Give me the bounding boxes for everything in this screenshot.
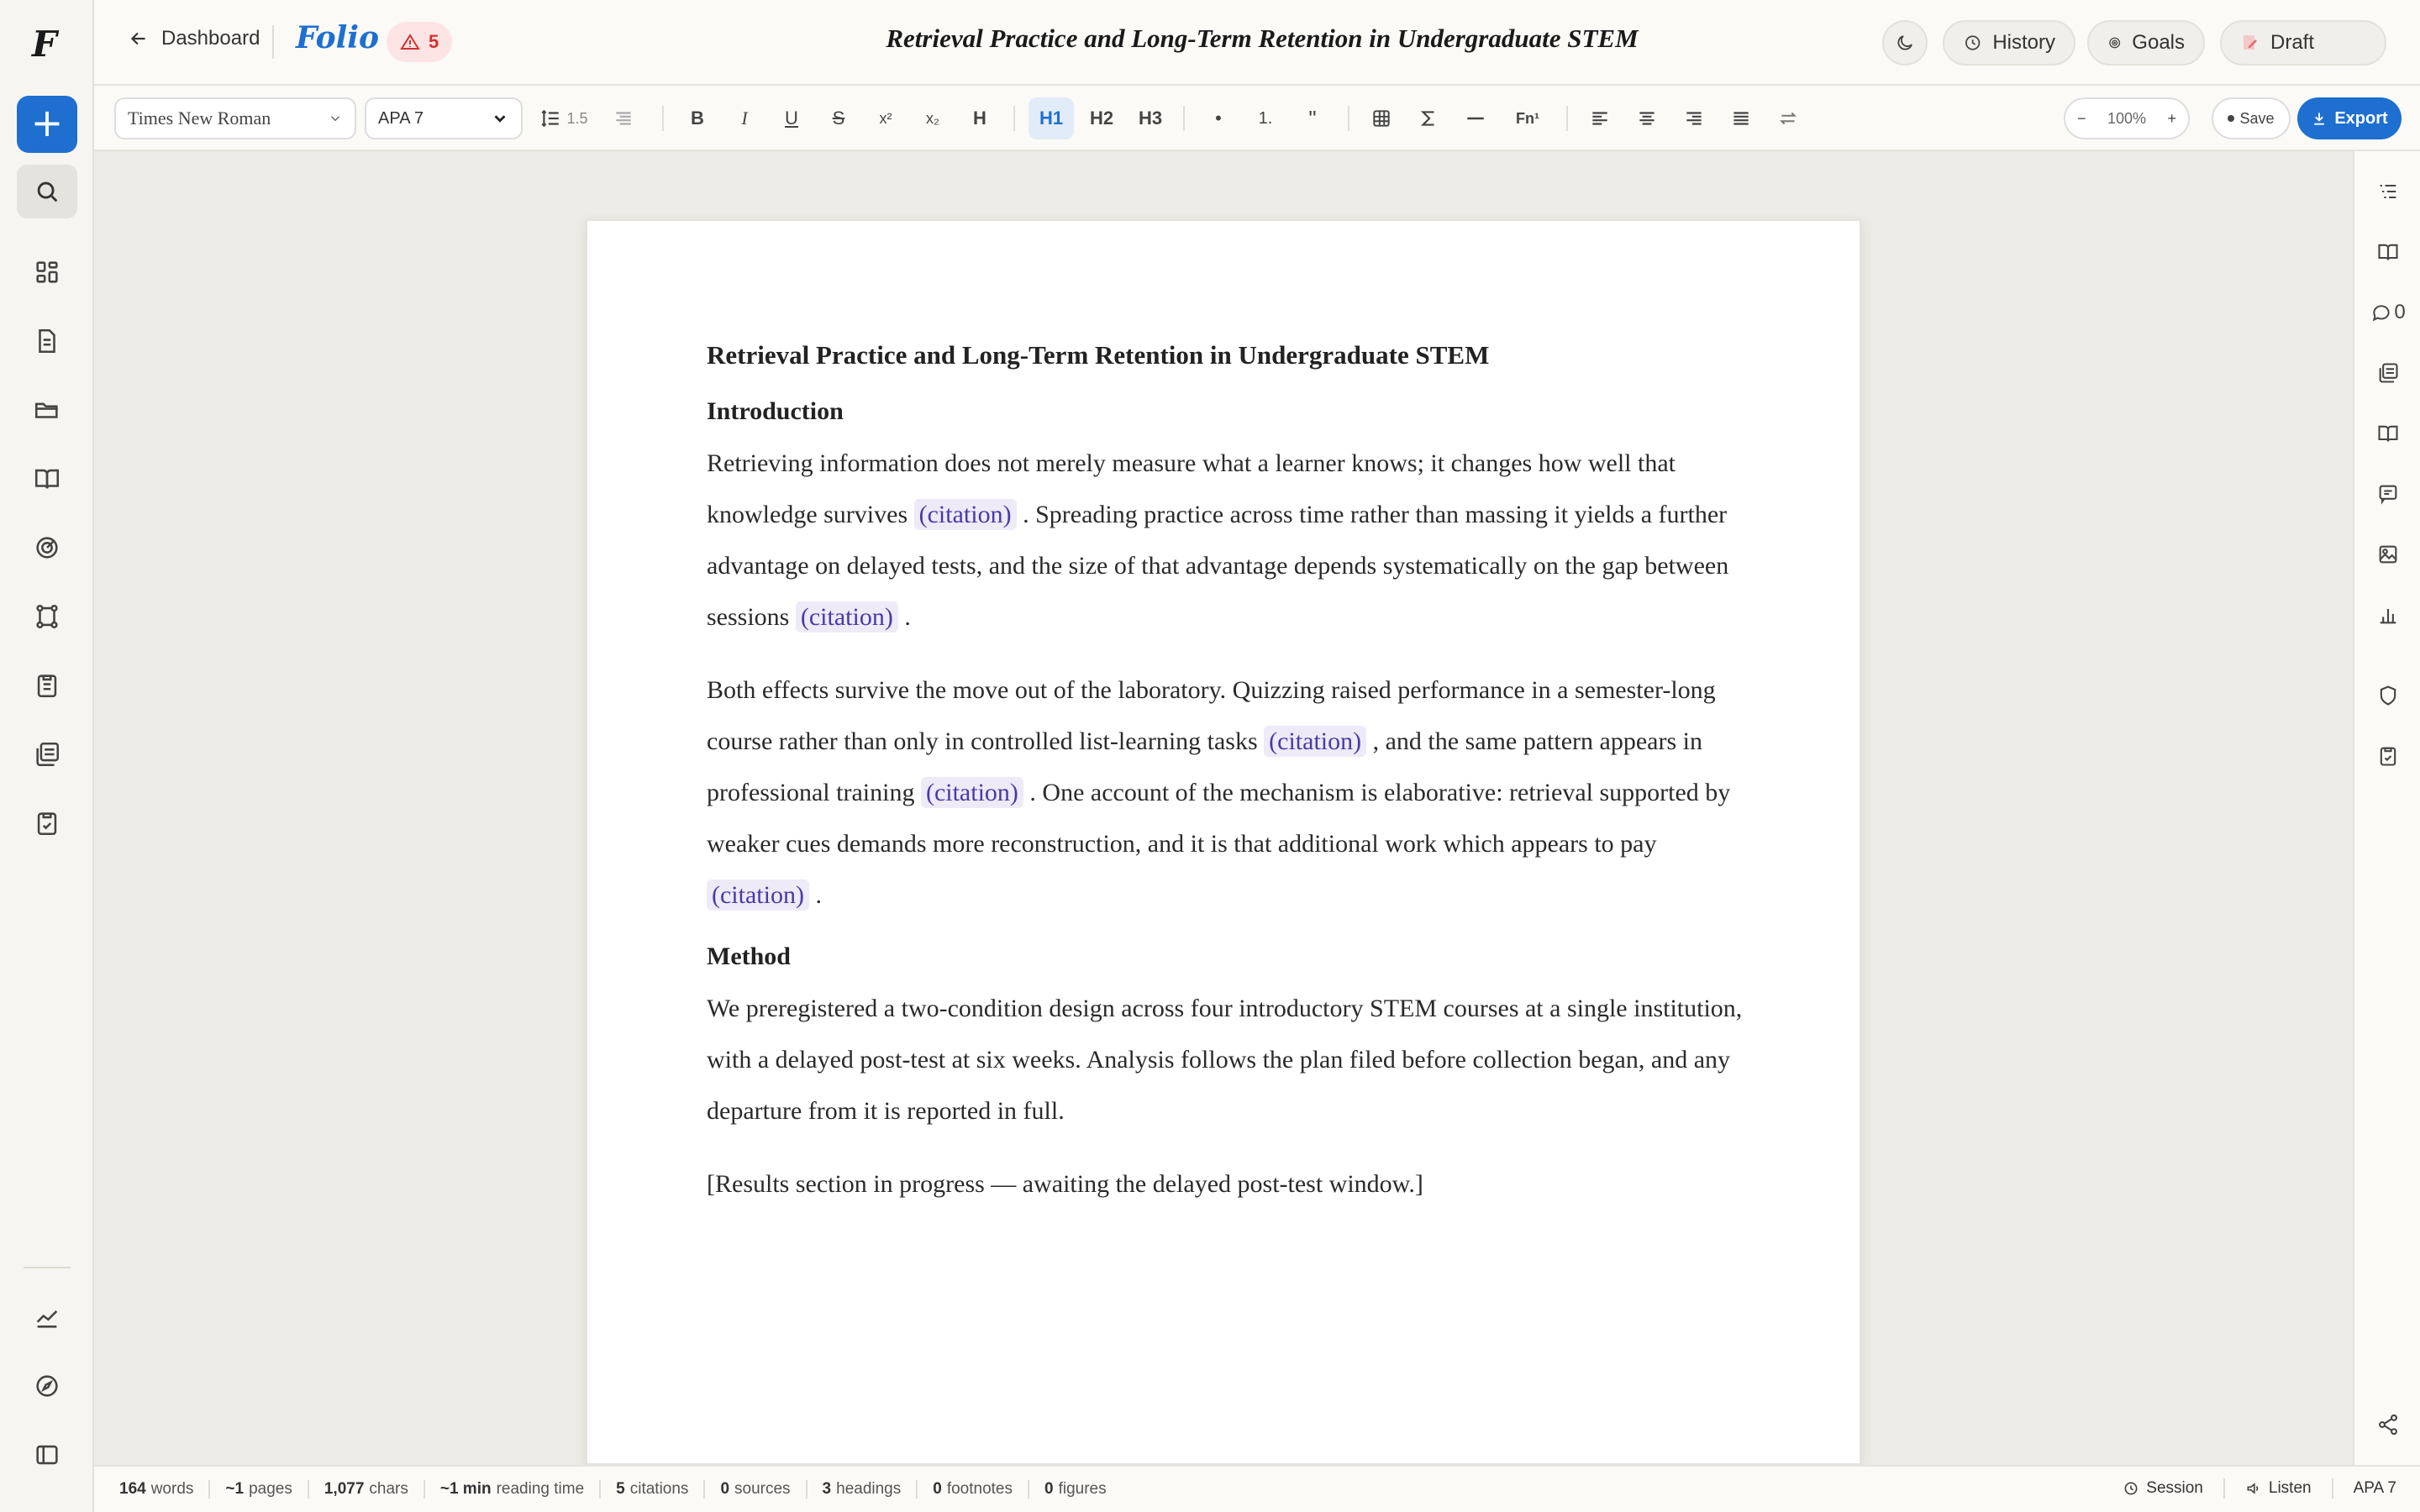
align-right-icon [1683,108,1705,129]
bold-button[interactable]: B [691,108,704,129]
draft-label: Draft [2270,31,2315,54]
section-heading[interactable]: Method [707,942,791,970]
left-sidebar [0,0,94,1512]
shield-icon[interactable] [2368,675,2408,716]
status-bar-right [2123,1478,2396,1499]
library-icon[interactable] [17,727,77,781]
sidebar-toggle-icon[interactable] [17,1428,77,1482]
paragraph[interactable] [707,438,1744,643]
heading-1-button[interactable]: H1 [1028,97,1074,139]
warning-icon [400,32,420,52]
citation-style-indicator[interactable]: APA 7 [2353,1479,2396,1497]
clipboard-check-icon[interactable] [17,796,77,850]
draft-pencil-icon [2240,33,2260,53]
stat-label: sources [734,1480,791,1498]
stat-item [1029,1480,1122,1499]
italic-button[interactable]: I [741,108,748,129]
footnote-button[interactable]: Fn¹ [1516,109,1539,127]
paragraph-text: , and the same pattern appears in professional training [707,727,1702,806]
citation-chip[interactable]: (citation) [707,879,809,911]
stat-item [210,1480,308,1499]
paragraph-text: . Spreading practice across time rather than massing it yields a further advantage on delayed tests, and the size of that advantage depends systematically on the gap between sessions [707,501,1729,631]
paragraph-text: . [808,881,822,909]
stat-item [309,1480,425,1499]
document-body[interactable] [707,340,1744,1231]
citation-style-value: APA 7 [378,108,424,128]
font-family-select[interactable] [114,97,356,139]
top-separator [272,25,274,59]
compass-icon[interactable] [17,1359,77,1413]
clipboard-check-icon[interactable] [2368,736,2408,776]
toolbar-separator [1013,106,1015,131]
paragraph[interactable] [707,1158,1744,1210]
zoom-level: 100% [2107,109,2147,127]
stat-value: 3 [822,1480,832,1498]
folder-icon[interactable] [17,383,77,437]
heading-3-button[interactable]: H3 [1138,108,1163,129]
superscript-button[interactable]: x² [879,109,892,127]
numbered-list-button[interactable]: 1. [1258,108,1273,128]
strikethrough-button[interactable]: S [832,108,845,129]
citation-chip[interactable]: (citation) [914,499,1017,530]
stat-item [705,1480,807,1499]
stat-value: 0 [933,1480,942,1498]
document-icon[interactable] [17,314,77,368]
back-label: Dashboard [161,27,260,50]
bullet-list-button[interactable]: • [1215,108,1222,129]
save-button[interactable] [2212,97,2291,139]
top-bar [94,0,2420,86]
stat-value: 1,077 [324,1480,365,1498]
stat-value: 0 [1044,1480,1054,1498]
paragraph-text: . [897,603,911,631]
listen-label: Listen [2268,1479,2312,1497]
comment-count: 0 [2394,301,2406,323]
toolbar-separator [662,106,664,131]
stat-value: ~1 min [439,1480,492,1498]
stat-item [601,1480,705,1499]
workflow-icon[interactable] [17,590,77,643]
citation-chip[interactable]: (citation) [1264,726,1366,757]
stat-label: reading time [496,1480,585,1498]
listen-button[interactable] [2245,1479,2312,1498]
chevron-down-icon [328,111,343,126]
new-document-button[interactable]: + [17,96,77,153]
document-stats [119,1480,1122,1499]
status-separator [2332,1478,2333,1499]
toolbar-separator [1348,106,1349,131]
paragraph-text: Both effects survive the move out of the laboratory. Quizzing raised performance in a semester-long course rather than only in controlled list-learning tasks [707,676,1716,755]
clipboard-list-icon[interactable] [17,659,77,712]
history-button[interactable] [1943,20,2075,66]
image-icon[interactable] [2368,534,2408,575]
history-label: History [1992,31,2055,54]
toolbar-separator [1566,106,1568,131]
save-status-dot [2228,115,2234,122]
stat-label: footnotes [946,1480,1013,1498]
horizontal-rule-button[interactable] [1455,97,1496,139]
stat-value: 5 [616,1480,625,1498]
paragraph-text: We preregistered a two-condition design across four introductory STEM courses at a single institution, with a delayed post-test at six weeks. Analysis follows the plan filed before collection began, and any departure from it is reported in full. [707,995,1743,1125]
line-spacing-button[interactable] [536,97,592,139]
stat-label: words [150,1480,194,1498]
sigma-icon [1418,108,1439,129]
stat-value: ~1 [225,1480,245,1498]
align-right-button[interactable] [1674,97,1714,139]
table-icon [1370,108,1392,129]
chevron-down-icon [491,109,509,128]
book-open-icon[interactable] [2368,413,2408,454]
clock-icon [1963,33,1982,53]
line-spacing-icon [539,108,561,129]
heading-2-button[interactable]: H2 [1089,108,1114,129]
target-icon[interactable] [17,521,77,575]
session-label: Session [2146,1479,2203,1497]
comment-icon [2370,302,2392,323]
format-toolbar [94,86,2420,151]
paragraph-spacing-icon [613,108,634,129]
line-spacing-value: 1.5 [566,109,588,127]
align-center-button[interactable] [1627,97,1667,139]
references-book-icon[interactable] [2368,232,2408,272]
zoom-in-button[interactable]: + [2167,109,2176,127]
stat-label: headings [836,1480,902,1498]
paragraph-text: [Results section in progress — awaiting the delayed post-test window.] [707,1170,1423,1198]
sidebar-divider [24,1267,71,1268]
download-icon [2311,110,2328,127]
goals-button[interactable] [2087,20,2205,66]
align-center-icon [1636,108,1658,129]
align-left-icon [1589,108,1611,129]
stat-label: pages [249,1480,292,1498]
status-bar [94,1465,2420,1512]
font-family-value: Times New Roman [128,108,271,129]
stat-item [425,1480,601,1499]
stat-value: 164 [119,1480,146,1498]
stat-item [119,1480,210,1499]
export-button[interactable] [2297,97,2402,139]
message-square-icon[interactable] [2368,474,2408,514]
dark-mode-toggle[interactable] [1882,20,1928,66]
moon-icon [1895,33,1915,53]
paragraph[interactable] [707,983,1744,1137]
bar-chart-icon[interactable] [2368,595,2408,635]
session-button[interactable] [2123,1479,2203,1498]
goals-label: Goals [2132,31,2185,54]
paragraph-text: Retrieving information does not merely measure what a learner knows; it changes how well that knowledge survives [707,449,1676,528]
document-sections [707,397,1744,1210]
zoom-out-button[interactable]: − [2077,109,2086,127]
document-heading[interactable]: Retrieval Practice and Long-Term Retention in Undergraduate STEM [707,340,1490,370]
paragraph-text: . One account of the mechanism is elaborative: retrieval supported by weaker cues demands more reconstruction, and it is that additional work which appears to pay [707,779,1731,858]
table-button[interactable] [1361,97,1402,139]
dashboard-icon[interactable] [17,245,77,299]
analytics-icon[interactable] [17,1290,77,1344]
app-logo[interactable]: F [32,24,57,65]
arrow-left-icon [128,28,150,50]
library-icon[interactable] [2368,353,2408,393]
citation-chip[interactable]: (citation) [796,601,898,633]
document-page[interactable] [586,219,1861,1465]
search-icon[interactable] [17,165,77,218]
speaker-icon [2245,1480,2262,1497]
brand-name: Folio [296,20,379,55]
citation-chip[interactable]: (citation) [921,777,1023,808]
paragraph-spacing-button[interactable] [603,97,644,139]
subscript-button[interactable]: x₂ [926,109,939,127]
paragraph[interactable] [707,664,1744,921]
section-heading[interactable]: Introduction [707,397,844,425]
outline-icon[interactable] [2368,171,2408,212]
blockquote-button[interactable]: " [1308,105,1317,131]
stat-label: citations [629,1480,689,1498]
align-justify-icon [1730,108,1752,129]
book-icon[interactable] [17,452,77,506]
warning-count: 5 [429,31,439,52]
right-rail [2353,151,2420,1465]
export-label: Export [2334,108,2388,128]
save-label: Save [2239,109,2275,127]
zoom-control [2064,97,2190,139]
warnings-badge[interactable] [387,22,452,62]
toolbar-separator [1183,106,1185,131]
back-to-dashboard-link[interactable] [128,27,260,50]
equation-button[interactable] [1408,97,1449,139]
stat-value: 0 [720,1480,730,1498]
document-title[interactable]: Retrieval Practice and Long-Term Retention in Undergraduate STEM [886,24,1639,53]
stat-item [808,1480,918,1499]
align-left-button[interactable] [1580,97,1620,139]
status-separator [2223,1478,2225,1499]
swap-icon [1777,108,1799,129]
clock-icon [2123,1480,2139,1497]
underline-button[interactable]: U [785,108,798,129]
citation-style-select[interactable] [365,97,523,139]
stat-label: figures [1058,1480,1107,1498]
horizontal-rule-icon [1465,108,1486,129]
share-icon[interactable] [2368,1404,2408,1445]
heading-button[interactable]: H [973,108,986,129]
stat-label: chars [369,1480,408,1498]
stat-item [918,1480,1029,1499]
comments-button[interactable] [2363,292,2413,333]
target-icon [2107,33,2122,53]
draft-status-button[interactable] [2220,20,2386,66]
align-justify-button[interactable] [1721,97,1761,139]
text-direction-button[interactable] [1768,97,1808,139]
